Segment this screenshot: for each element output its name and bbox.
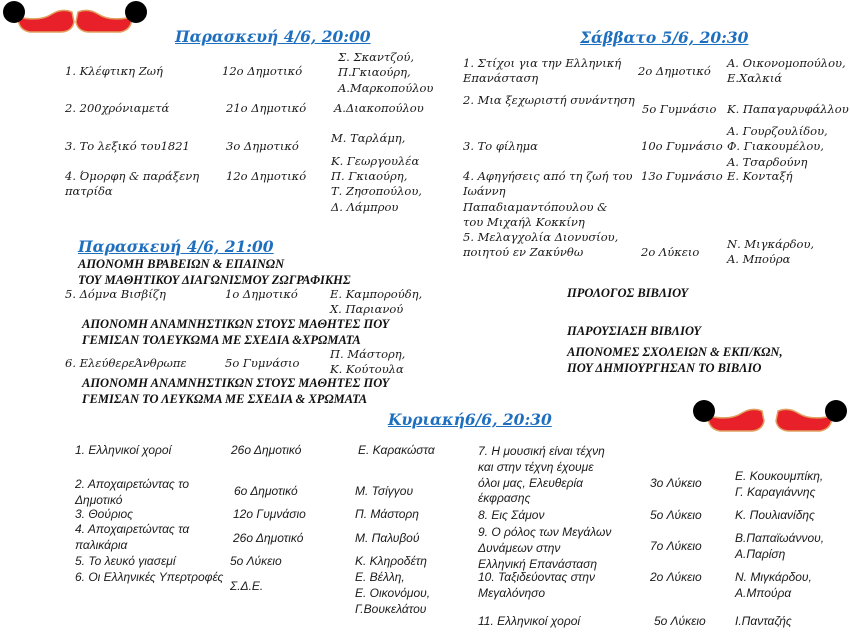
item-school: 5ο Λύκειο bbox=[650, 508, 702, 522]
item-teachers: Ν. Μιγκάρδου, Α. Μπούρα bbox=[727, 237, 815, 267]
tsarouchi-shoes-icon bbox=[0, 0, 150, 38]
item-school: 12ο Δημοτικό bbox=[222, 64, 303, 78]
item-teachers: Κ. Παπαγαρυφάλλου bbox=[727, 102, 849, 116]
item-teachers: Μ. Ταρλάμη, bbox=[331, 131, 406, 145]
item-title: 5. Δόμνα Βισβίζη bbox=[65, 287, 166, 301]
item-school: Σ.Δ.Ε. bbox=[230, 579, 264, 593]
item-title: 1. Στίχοι για την Ελληνική Επανάσταση bbox=[463, 56, 622, 86]
item-teachers: Π. Γκιαούρη, Τ. Ζησοπούλου, Δ. Λάμπρου bbox=[331, 169, 422, 214]
item-school: 3ο Λύκειο bbox=[650, 476, 702, 490]
item-title: 7. Η μουσική είναι τέχνη και στην τέχνη έχουμε όλοι μας, Ελευθερία έκφρασης bbox=[478, 444, 605, 506]
item-title: 2. 200χρόνιαμετά bbox=[65, 101, 170, 115]
item-title: 4. Όμορφη & παράξενη πατρίδα bbox=[65, 169, 200, 199]
item-teachers: Κ. Γεωργουλέα bbox=[331, 154, 420, 168]
item-title: 6. Οι Ελληνικές Υπερτροφές bbox=[75, 570, 224, 584]
section-heading-sunday: Κυριακή6/6, 20:30 bbox=[388, 410, 552, 429]
item-teachers: Ε. Κονταξή bbox=[727, 169, 793, 183]
item-school: 2ο Λύκειο bbox=[641, 245, 700, 259]
item-school: 12ο Δημοτικό bbox=[226, 169, 307, 183]
item-title: 2. Αποχαιρετώντας το Δημοτικό bbox=[75, 477, 190, 507]
item-school: 5ο Λύκειο bbox=[230, 554, 282, 568]
item-title: 11. Ελληνικοί χοροί bbox=[478, 614, 581, 628]
item-school: 2ο Δημοτικό bbox=[638, 64, 711, 78]
book-awards: ΑΠΟΝΟΜΕΣ ΣΧΟΛΕΙΩΝ & ΕΚΠ/ΚΩΝ, ΠΟΥ ΔΗΜΙΟΥΡΓΗΣΑΝ ΤΟ ΒΙΒΛΙΟ bbox=[567, 345, 783, 375]
item-school: 21ο Δημοτικό bbox=[226, 101, 307, 115]
item-title: 9. Ο ρόλος των Μεγάλων Δυνάμεων στην Ελληνική Επανάσταση bbox=[478, 525, 612, 571]
item-school: 3ο Δημοτικό bbox=[226, 139, 299, 153]
item-school: 10ο Γυμνάσιο bbox=[641, 139, 723, 153]
item-title: 4. Αφηγήσεις από τη ζωή του Ιωάννη Παπαδιαμαντόπουλου & του Μιχαήλ Κοκκίνη bbox=[463, 169, 633, 229]
item-teachers: Μ. Παλυβού bbox=[355, 531, 420, 545]
item-teachers: Π. Μάστορη bbox=[355, 507, 419, 521]
item-teachers: Α.Διακοπούλου bbox=[334, 101, 424, 115]
item-title: 10. Ταξιδεύοντας στην Μεγαλόνησο bbox=[478, 570, 596, 600]
item-school: 26ο Δημοτικό bbox=[233, 531, 304, 545]
item-school: 7ο Λύκειο bbox=[650, 539, 702, 553]
item-school: 5ο Λύκειο bbox=[654, 614, 706, 628]
item-teachers: Ι.Πανταζής bbox=[735, 614, 792, 628]
item-school: 13ο Γυμνάσιο bbox=[641, 169, 723, 183]
award-note: ΑΠΟΝΟΜΗ ΒΡΑΒΕΙΩΝ & ΕΠΑΙΝΩΝ ΤΟΥ ΜΑΘΗΤΙΚΟΥ ΔΙΑΓΩΝΙΣΜΟΥ ΖΩΓΡΑΦΙΚΗΣ bbox=[78, 257, 351, 287]
item-school: 6ο Δημοτικό bbox=[234, 484, 298, 498]
item-title: 5. Το λευκό γιασεμί bbox=[75, 554, 176, 568]
item-school: 26ο Δημοτικό bbox=[231, 443, 302, 457]
book-presentation: ΠΑΡΟΥΣΙΑΣΗ ΒΙΒΛΙΟΥ bbox=[567, 324, 702, 338]
item-teachers: Β.Παπαϊωάννου, Α.Παρίση bbox=[735, 531, 825, 561]
book-prologue: ΠΡΟΛΟΓΟΣ ΒΙΒΛΙΟΥ bbox=[567, 286, 689, 300]
item-teachers: Ν. Μιγκάρδου, Α.Μπούρα bbox=[735, 570, 812, 600]
item-school: 12ο Γυμνάσιο bbox=[233, 507, 306, 521]
item-title: 3. Το φίλημα bbox=[463, 139, 538, 153]
item-school: 1ο Δημοτικό bbox=[225, 287, 298, 301]
item-teachers: Ε. Καρακώστα bbox=[358, 443, 435, 457]
item-teachers: Ε. Καμπορούδη, Χ. Παριανού bbox=[330, 287, 423, 317]
item-teachers: Κ. Κληροδέτη bbox=[355, 554, 427, 568]
item-title: 3. Το λεξικό του1821 bbox=[65, 139, 190, 153]
item-title: 5. Μελαγχολία Διονυσίου, ποιητού εν Ζακύνθω bbox=[463, 230, 619, 260]
item-teachers: Μ. Τσίγγου bbox=[355, 484, 414, 498]
item-school: 5ο Γυμνάσιο bbox=[225, 356, 300, 370]
item-teachers: Π. Μάστορη, Κ. Κούτουλα bbox=[330, 347, 406, 377]
item-teachers: Α. Οικονομοπούλου, Ε.Χαλκιά bbox=[727, 56, 846, 86]
section-heading-saturday: Σάββατο 5/6, 20:30 bbox=[580, 28, 749, 47]
item-teachers: Α. Γουρζουλίδου, Φ. Γιακουμέλου, Α. Τσαρδούνη bbox=[727, 124, 828, 169]
award-note: ΑΠΟΝΟΜΗ ΑΝΑΜΝΗΣΤΙΚΩΝ ΣΤΟΥΣ ΜΑΘΗΤΕΣ ΠΟΥ ΓΕΜΙΣΑΝ ΤΟΛΕΥΚΩΜΑ ΜΕ ΣΧΕΔΙΑ &ΧΡΩΜΑΤΑ bbox=[82, 317, 390, 347]
item-school: 2ο Λύκειο bbox=[650, 570, 702, 584]
item-teachers: Κ. Πουλιανίδης bbox=[735, 508, 815, 522]
item-school: 5ο Γυμνάσιο bbox=[642, 102, 717, 116]
item-title: 1. Κλέφτικη Ζωή bbox=[65, 64, 163, 78]
item-title: 3. Θούριος bbox=[75, 507, 133, 521]
item-teachers: Σ. Σκαντζού, Π.Γκιαούρη, Α.Μαρκοπούλου bbox=[338, 50, 434, 95]
item-teachers: Ε. Κουκουμπίκη, Γ. Καραγιάννης bbox=[735, 469, 824, 499]
item-title: 6. ΕλεύθερεΆνθρωπε bbox=[65, 356, 187, 370]
award-note: ΑΠΟΝΟΜΗ ΑΝΑΜΝΗΣΤΙΚΩΝ ΣΤΟΥΣ ΜΑΘΗΤΕΣ ΠΟΥ ΓΕΜΙΣΑΝ ΤΟ ΛΕΥΚΩΜΑ ΜΕ ΣΧΕΔΙΑ & ΧΡΩΜΑΤΑ bbox=[82, 376, 390, 406]
tsarouchi-shoes-icon bbox=[690, 397, 850, 435]
section-heading-friday-2000: Παρασκευή 4/6, 20:00 bbox=[175, 27, 371, 46]
item-title: 8. Εις Σάμον bbox=[478, 508, 545, 522]
section-heading-friday-2100: Παρασκευή 4/6, 21:00 bbox=[78, 237, 274, 256]
item-title: 4. Αποχαιρετώντας τα παλικάρια bbox=[75, 522, 190, 552]
item-title: 2. Μια ξεχωριστή συνάντηση bbox=[463, 93, 635, 107]
item-teachers: Ε. Βέλλη, Ε. Οικονόμου, Γ.Βουκελάτου bbox=[355, 570, 431, 616]
item-title: 1. Ελληνικοί χοροί bbox=[75, 443, 172, 457]
